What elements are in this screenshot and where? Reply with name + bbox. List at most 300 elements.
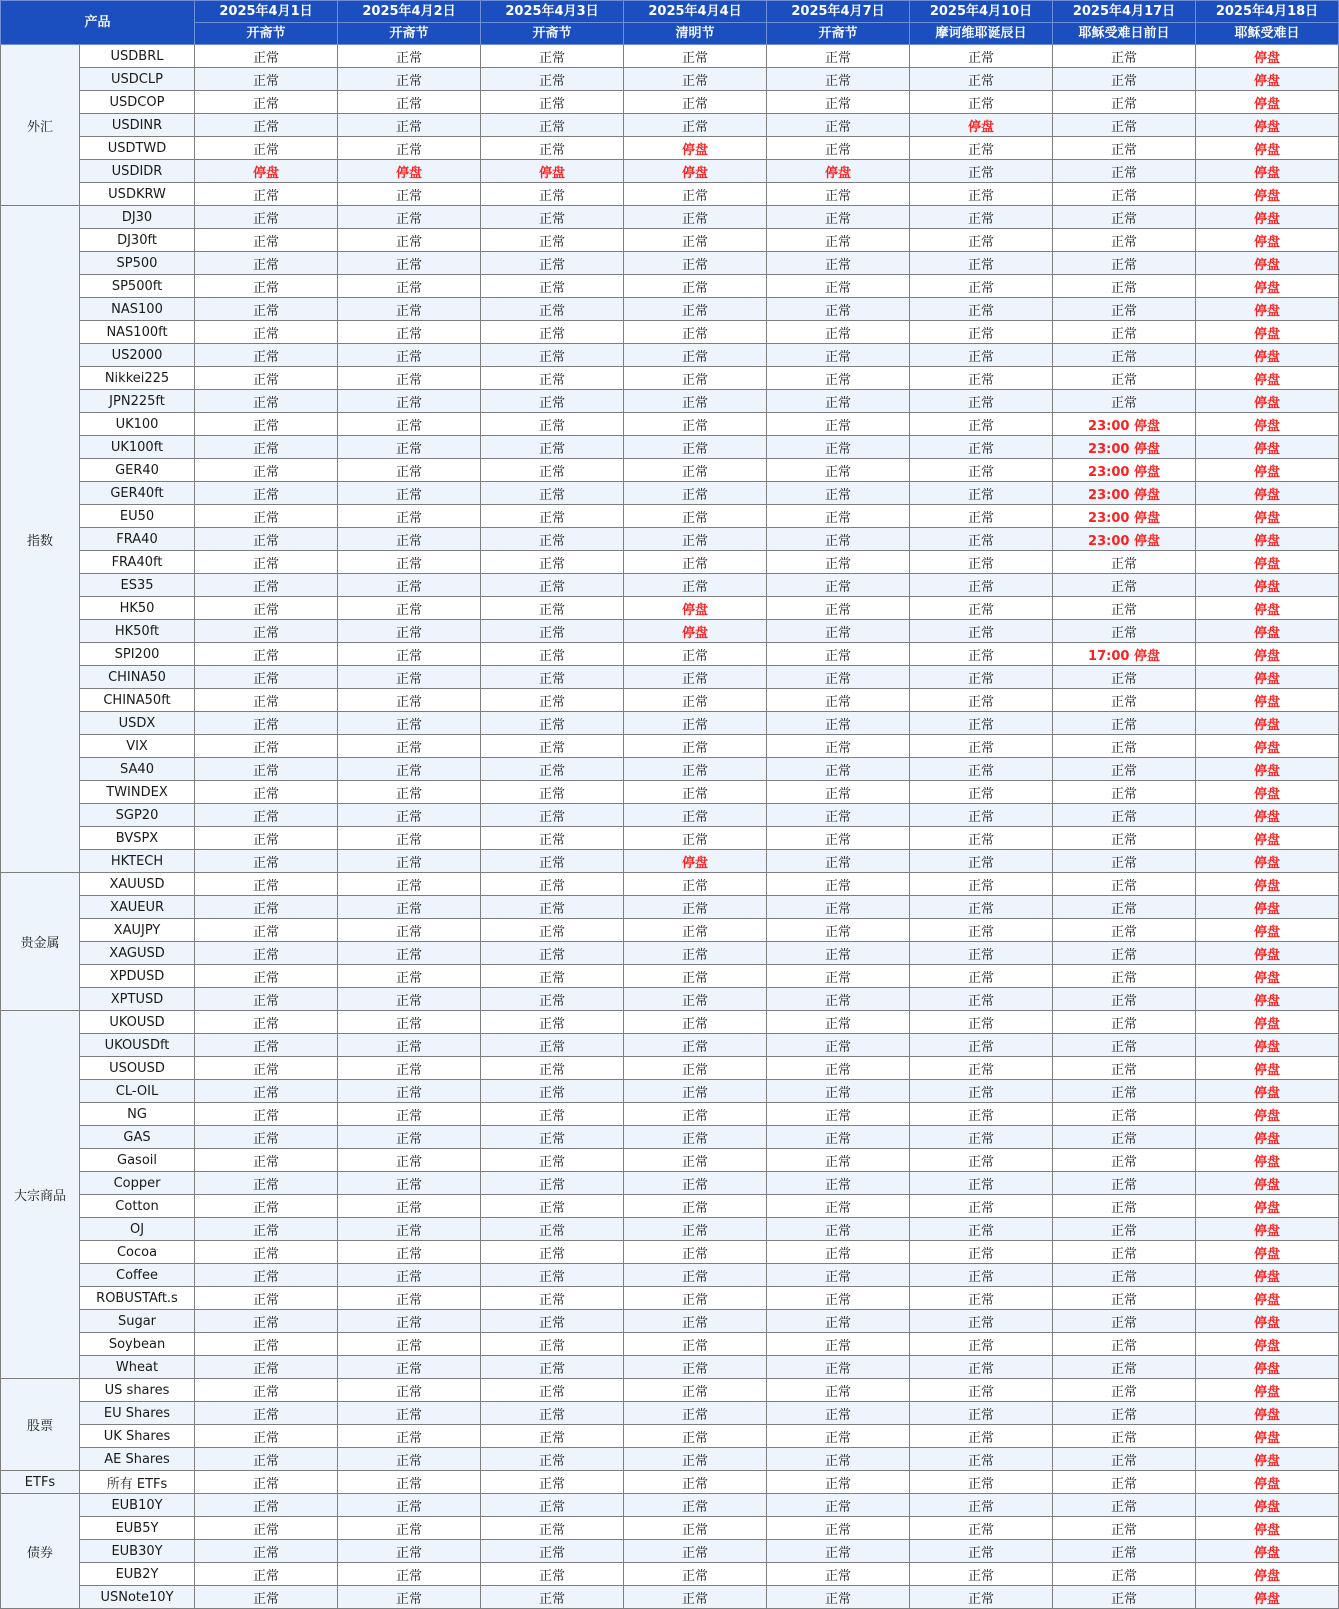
product-cell: XPTUSD bbox=[80, 988, 195, 1011]
status-cell: 正常 bbox=[338, 1356, 481, 1379]
status-cell: 正常 bbox=[481, 1080, 624, 1103]
status-cell: 正常 bbox=[624, 482, 767, 505]
product-cell: BVSPX bbox=[80, 827, 195, 850]
status-cell: 停盘 bbox=[1196, 206, 1339, 229]
status-cell: 正常 bbox=[1053, 321, 1196, 344]
status-cell: 正常 bbox=[481, 850, 624, 873]
table-row bbox=[1, 91, 1339, 114]
product-cell: CHINA50 bbox=[80, 666, 195, 689]
product-cell: UKOUSDft bbox=[80, 1034, 195, 1057]
status-cell: 正常 bbox=[1053, 1356, 1196, 1379]
date-header: 2025年4月17日 bbox=[1053, 1, 1196, 23]
status-cell: 正常 bbox=[910, 850, 1053, 873]
product-cell: UK100 bbox=[80, 413, 195, 436]
status-cell: 正常 bbox=[481, 597, 624, 620]
status-cell: 正常 bbox=[910, 229, 1053, 252]
status-cell: 正常 bbox=[624, 344, 767, 367]
status-cell: 正常 bbox=[338, 1241, 481, 1264]
status-cell: 正常 bbox=[767, 1080, 910, 1103]
product-cell: EUB5Y bbox=[80, 1517, 195, 1540]
status-cell: 正常 bbox=[767, 758, 910, 781]
status-cell: 正常 bbox=[767, 1333, 910, 1356]
status-cell: 正常 bbox=[1053, 712, 1196, 735]
product-cell: NAS100 bbox=[80, 298, 195, 321]
status-cell: 正常 bbox=[195, 666, 338, 689]
table-row bbox=[1, 528, 1339, 551]
status-cell: 正常 bbox=[1053, 1379, 1196, 1402]
status-cell: 正常 bbox=[767, 551, 910, 574]
status-cell: 停盘 bbox=[1196, 735, 1339, 758]
status-cell: 停盘 bbox=[1196, 896, 1339, 919]
status-cell: 正常 bbox=[910, 45, 1053, 68]
status-cell: 正常 bbox=[624, 1103, 767, 1126]
status-cell: 停盘 bbox=[1196, 1172, 1339, 1195]
status-cell: 正常 bbox=[481, 574, 624, 597]
status-cell: 停盘 bbox=[1196, 505, 1339, 528]
status-cell: 正常 bbox=[767, 735, 910, 758]
product-cell: CHINA50ft bbox=[80, 689, 195, 712]
status-cell: 正常 bbox=[195, 1402, 338, 1425]
status-cell: 正常 bbox=[910, 1011, 1053, 1034]
status-cell: 正常 bbox=[1053, 275, 1196, 298]
status-cell: 正常 bbox=[767, 1310, 910, 1333]
status-cell: 正常 bbox=[481, 965, 624, 988]
status-cell: 正常 bbox=[481, 367, 624, 390]
product-cell: OJ bbox=[80, 1218, 195, 1241]
status-cell: 正常 bbox=[481, 896, 624, 919]
date-header: 2025年4月10日 bbox=[910, 1, 1053, 23]
status-cell: 正常 bbox=[195, 459, 338, 482]
status-cell: 正常 bbox=[338, 1425, 481, 1448]
status-cell: 正常 bbox=[338, 574, 481, 597]
status-cell: 正常 bbox=[767, 1034, 910, 1057]
status-cell: 正常 bbox=[338, 1333, 481, 1356]
status-cell: 正常 bbox=[767, 1471, 910, 1494]
status-cell: 17:00 停盘 bbox=[1053, 643, 1196, 666]
status-cell: 正常 bbox=[195, 45, 338, 68]
table-row bbox=[1, 505, 1339, 528]
table-row bbox=[1, 712, 1339, 735]
status-cell: 正常 bbox=[338, 1172, 481, 1195]
status-cell: 正常 bbox=[481, 735, 624, 758]
status-cell: 停盘 bbox=[1196, 804, 1339, 827]
status-cell: 正常 bbox=[624, 528, 767, 551]
status-cell: 正常 bbox=[624, 390, 767, 413]
status-cell: 正常 bbox=[481, 758, 624, 781]
status-cell: 正常 bbox=[481, 1494, 624, 1517]
status-cell: 停盘 bbox=[1196, 436, 1339, 459]
status-cell: 正常 bbox=[910, 1333, 1053, 1356]
status-cell: 正常 bbox=[910, 1402, 1053, 1425]
status-cell: 停盘 bbox=[1196, 965, 1339, 988]
table-row bbox=[1, 919, 1339, 942]
status-cell: 正常 bbox=[338, 459, 481, 482]
status-cell: 正常 bbox=[910, 574, 1053, 597]
product-cell: Soybean bbox=[80, 1333, 195, 1356]
status-cell: 正常 bbox=[195, 1195, 338, 1218]
status-cell: 停盘 bbox=[1196, 988, 1339, 1011]
status-cell: 正常 bbox=[1053, 1448, 1196, 1471]
status-cell: 正常 bbox=[624, 827, 767, 850]
status-cell: 正常 bbox=[767, 666, 910, 689]
status-cell: 正常 bbox=[338, 45, 481, 68]
status-cell: 正常 bbox=[195, 413, 338, 436]
status-cell: 正常 bbox=[1053, 781, 1196, 804]
product-cell: JPN225ft bbox=[80, 390, 195, 413]
status-cell: 正常 bbox=[624, 735, 767, 758]
table-row bbox=[1, 1517, 1339, 1540]
status-cell: 正常 bbox=[910, 965, 1053, 988]
status-cell: 停盘 bbox=[1196, 1195, 1339, 1218]
product-cell: XAGUSD bbox=[80, 942, 195, 965]
status-cell: 停盘 bbox=[1196, 597, 1339, 620]
status-cell: 停盘 bbox=[1196, 1448, 1339, 1471]
status-cell: 正常 bbox=[624, 1540, 767, 1563]
product-cell: ES35 bbox=[80, 574, 195, 597]
status-cell: 正常 bbox=[195, 505, 338, 528]
table-row bbox=[1, 1563, 1339, 1586]
status-cell: 正常 bbox=[624, 988, 767, 1011]
status-cell: 正常 bbox=[338, 1057, 481, 1080]
status-cell: 正常 bbox=[624, 275, 767, 298]
status-cell: 正常 bbox=[338, 643, 481, 666]
status-cell: 正常 bbox=[338, 1402, 481, 1425]
status-cell: 正常 bbox=[767, 597, 910, 620]
status-cell: 正常 bbox=[767, 413, 910, 436]
status-cell: 正常 bbox=[910, 1195, 1053, 1218]
status-cell: 正常 bbox=[624, 1149, 767, 1172]
status-cell: 正常 bbox=[767, 344, 910, 367]
status-cell: 正常 bbox=[1053, 1540, 1196, 1563]
status-cell: 正常 bbox=[910, 413, 1053, 436]
status-cell: 停盘 bbox=[1196, 1310, 1339, 1333]
header-holiday-row bbox=[1, 23, 1339, 45]
table-row bbox=[1, 1103, 1339, 1126]
status-cell: 正常 bbox=[1053, 1471, 1196, 1494]
status-cell: 正常 bbox=[624, 91, 767, 114]
status-cell: 停盘 bbox=[1196, 1126, 1339, 1149]
status-cell: 正常 bbox=[195, 896, 338, 919]
status-cell: 正常 bbox=[1053, 68, 1196, 91]
date-header: 2025年4月3日 bbox=[481, 1, 624, 23]
status-cell: 正常 bbox=[910, 1517, 1053, 1540]
table-row bbox=[1, 988, 1339, 1011]
product-cell: EUB10Y bbox=[80, 1494, 195, 1517]
status-cell: 停盘 bbox=[624, 160, 767, 183]
status-cell: 停盘 bbox=[1196, 574, 1339, 597]
table-row bbox=[1, 137, 1339, 160]
table-row bbox=[1, 1540, 1339, 1563]
status-cell: 正常 bbox=[624, 896, 767, 919]
status-cell: 正常 bbox=[338, 1264, 481, 1287]
status-cell: 正常 bbox=[910, 183, 1053, 206]
status-cell: 正常 bbox=[624, 781, 767, 804]
status-cell: 正常 bbox=[195, 1034, 338, 1057]
status-cell: 停盘 bbox=[1196, 712, 1339, 735]
status-cell: 正常 bbox=[338, 735, 481, 758]
table-row bbox=[1, 551, 1339, 574]
table-row bbox=[1, 206, 1339, 229]
status-cell: 正常 bbox=[338, 712, 481, 735]
status-cell: 正常 bbox=[338, 275, 481, 298]
status-cell: 正常 bbox=[910, 1287, 1053, 1310]
status-cell: 正常 bbox=[338, 321, 481, 344]
status-cell: 正常 bbox=[481, 68, 624, 91]
status-cell: 正常 bbox=[481, 482, 624, 505]
status-cell: 正常 bbox=[767, 804, 910, 827]
status-cell: 正常 bbox=[1053, 1241, 1196, 1264]
status-cell: 正常 bbox=[1053, 597, 1196, 620]
status-cell: 正常 bbox=[767, 1057, 910, 1080]
status-cell: 停盘 bbox=[1196, 689, 1339, 712]
product-cell: FRA40ft bbox=[80, 551, 195, 574]
product-cell: US shares bbox=[80, 1379, 195, 1402]
status-cell: 正常 bbox=[624, 666, 767, 689]
status-cell: 正常 bbox=[910, 942, 1053, 965]
status-cell: 正常 bbox=[624, 436, 767, 459]
status-cell: 正常 bbox=[195, 873, 338, 896]
status-cell: 正常 bbox=[910, 1149, 1053, 1172]
status-cell: 正常 bbox=[910, 1057, 1053, 1080]
category-cell: 指数 bbox=[1, 206, 80, 873]
table-header bbox=[1, 1, 1339, 45]
status-cell: 正常 bbox=[195, 1333, 338, 1356]
status-cell: 正常 bbox=[338, 1310, 481, 1333]
table-row bbox=[1, 1172, 1339, 1195]
status-cell: 正常 bbox=[624, 1563, 767, 1586]
status-cell: 正常 bbox=[767, 574, 910, 597]
category-cell: ETFs bbox=[1, 1471, 80, 1494]
status-cell: 正常 bbox=[195, 68, 338, 91]
status-cell: 正常 bbox=[195, 551, 338, 574]
status-cell: 正常 bbox=[195, 827, 338, 850]
status-cell: 正常 bbox=[195, 91, 338, 114]
status-cell: 正常 bbox=[767, 1379, 910, 1402]
status-cell: 停盘 bbox=[624, 620, 767, 643]
status-cell: 正常 bbox=[195, 1126, 338, 1149]
status-cell: 停盘 bbox=[1196, 1471, 1339, 1494]
status-cell: 正常 bbox=[481, 1287, 624, 1310]
status-cell: 正常 bbox=[767, 850, 910, 873]
status-cell: 正常 bbox=[481, 505, 624, 528]
status-cell: 正常 bbox=[195, 988, 338, 1011]
status-cell: 正常 bbox=[624, 229, 767, 252]
status-cell: 正常 bbox=[1053, 1149, 1196, 1172]
status-cell: 停盘 bbox=[1196, 1034, 1339, 1057]
table-row bbox=[1, 413, 1339, 436]
status-cell: 正常 bbox=[624, 321, 767, 344]
status-cell: 正常 bbox=[910, 298, 1053, 321]
status-cell: 正常 bbox=[1053, 827, 1196, 850]
status-cell: 正常 bbox=[1053, 1586, 1196, 1609]
status-cell: 正常 bbox=[624, 1494, 767, 1517]
status-cell: 正常 bbox=[338, 390, 481, 413]
status-cell: 停盘 bbox=[767, 160, 910, 183]
status-cell: 正常 bbox=[1053, 390, 1196, 413]
status-cell: 正常 bbox=[767, 1195, 910, 1218]
status-cell: 正常 bbox=[1053, 91, 1196, 114]
status-cell: 正常 bbox=[195, 1494, 338, 1517]
status-cell: 正常 bbox=[195, 1471, 338, 1494]
status-cell: 正常 bbox=[481, 1149, 624, 1172]
status-cell: 正常 bbox=[481, 1264, 624, 1287]
status-cell: 停盘 bbox=[1196, 942, 1339, 965]
table-row bbox=[1, 459, 1339, 482]
status-cell: 正常 bbox=[624, 643, 767, 666]
status-cell: 正常 bbox=[1053, 758, 1196, 781]
status-cell: 正常 bbox=[910, 620, 1053, 643]
product-cell: XAUJPY bbox=[80, 919, 195, 942]
status-cell: 正常 bbox=[624, 68, 767, 91]
status-cell: 正常 bbox=[624, 1080, 767, 1103]
product-cell: SP500ft bbox=[80, 275, 195, 298]
status-cell: 正常 bbox=[767, 942, 910, 965]
status-cell: 正常 bbox=[1053, 804, 1196, 827]
table-row bbox=[1, 574, 1339, 597]
status-cell: 停盘 bbox=[1196, 1563, 1339, 1586]
status-cell: 正常 bbox=[910, 1586, 1053, 1609]
status-cell: 停盘 bbox=[1196, 643, 1339, 666]
status-cell: 正常 bbox=[624, 1264, 767, 1287]
status-cell: 23:00 停盘 bbox=[1053, 505, 1196, 528]
table-body bbox=[1, 45, 1339, 1609]
product-cell: Nikkei225 bbox=[80, 367, 195, 390]
status-cell: 正常 bbox=[624, 459, 767, 482]
status-cell: 正常 bbox=[338, 1195, 481, 1218]
status-cell: 正常 bbox=[195, 1517, 338, 1540]
status-cell: 正常 bbox=[338, 229, 481, 252]
status-cell: 正常 bbox=[338, 1494, 481, 1517]
status-cell: 正常 bbox=[195, 735, 338, 758]
product-cell: SA40 bbox=[80, 758, 195, 781]
status-cell: 正常 bbox=[767, 1517, 910, 1540]
status-cell: 停盘 bbox=[1196, 1333, 1339, 1356]
status-cell: 正常 bbox=[195, 597, 338, 620]
status-cell: 正常 bbox=[1053, 620, 1196, 643]
status-cell: 停盘 bbox=[1196, 68, 1339, 91]
status-cell: 正常 bbox=[910, 781, 1053, 804]
status-cell: 正常 bbox=[338, 91, 481, 114]
table-row bbox=[1, 1494, 1339, 1517]
status-cell: 正常 bbox=[338, 758, 481, 781]
status-cell: 正常 bbox=[338, 137, 481, 160]
status-cell: 正常 bbox=[767, 1264, 910, 1287]
table-row bbox=[1, 1218, 1339, 1241]
status-cell: 停盘 bbox=[1196, 1264, 1339, 1287]
status-cell: 正常 bbox=[338, 1471, 481, 1494]
status-cell: 正常 bbox=[767, 459, 910, 482]
status-cell: 正常 bbox=[624, 45, 767, 68]
product-cell: VIX bbox=[80, 735, 195, 758]
status-cell: 正常 bbox=[767, 275, 910, 298]
status-cell: 正常 bbox=[338, 1379, 481, 1402]
status-cell: 正常 bbox=[767, 643, 910, 666]
status-cell: 正常 bbox=[338, 781, 481, 804]
table-row bbox=[1, 689, 1339, 712]
table-row bbox=[1, 298, 1339, 321]
status-cell: 正常 bbox=[1053, 160, 1196, 183]
status-cell: 正常 bbox=[910, 689, 1053, 712]
table-row bbox=[1, 1241, 1339, 1264]
status-cell: 正常 bbox=[195, 643, 338, 666]
status-cell: 正常 bbox=[624, 1011, 767, 1034]
status-cell: 正常 bbox=[195, 390, 338, 413]
table-row bbox=[1, 1126, 1339, 1149]
product-cell: NG bbox=[80, 1103, 195, 1126]
status-cell: 正常 bbox=[767, 988, 910, 1011]
status-cell: 停盘 bbox=[1196, 666, 1339, 689]
status-cell: 正常 bbox=[481, 252, 624, 275]
status-cell: 正常 bbox=[624, 1287, 767, 1310]
product-cell: HK50ft bbox=[80, 620, 195, 643]
status-cell: 正常 bbox=[767, 1103, 910, 1126]
status-cell: 正常 bbox=[1053, 574, 1196, 597]
status-cell: 正常 bbox=[767, 1425, 910, 1448]
status-cell: 正常 bbox=[338, 1103, 481, 1126]
status-cell: 正常 bbox=[481, 919, 624, 942]
status-cell: 正常 bbox=[1053, 965, 1196, 988]
status-cell: 正常 bbox=[481, 298, 624, 321]
status-cell: 正常 bbox=[910, 367, 1053, 390]
status-cell: 停盘 bbox=[1196, 1057, 1339, 1080]
status-cell: 正常 bbox=[338, 436, 481, 459]
table-row bbox=[1, 45, 1339, 68]
status-cell: 正常 bbox=[481, 1310, 624, 1333]
status-cell: 正常 bbox=[338, 367, 481, 390]
status-cell: 停盘 bbox=[1196, 551, 1339, 574]
status-cell: 正常 bbox=[624, 942, 767, 965]
status-cell: 正常 bbox=[624, 1172, 767, 1195]
status-cell: 正常 bbox=[338, 827, 481, 850]
category-cell: 外汇 bbox=[1, 45, 80, 206]
status-cell: 正常 bbox=[1053, 850, 1196, 873]
status-cell: 正常 bbox=[481, 988, 624, 1011]
holiday-header: 开斋节 bbox=[195, 23, 338, 45]
status-cell: 正常 bbox=[767, 91, 910, 114]
status-cell: 正常 bbox=[1053, 896, 1196, 919]
status-cell: 正常 bbox=[624, 413, 767, 436]
product-column-header: 产品 bbox=[1, 1, 195, 45]
date-header: 2025年4月1日 bbox=[195, 1, 338, 23]
table-row bbox=[1, 68, 1339, 91]
product-cell: HK50 bbox=[80, 597, 195, 620]
status-cell: 正常 bbox=[767, 505, 910, 528]
status-cell: 正常 bbox=[195, 1540, 338, 1563]
status-cell: 正常 bbox=[338, 1586, 481, 1609]
status-cell: 正常 bbox=[624, 1448, 767, 1471]
status-cell: 正常 bbox=[767, 965, 910, 988]
status-cell: 正常 bbox=[1053, 1057, 1196, 1080]
table-row bbox=[1, 1471, 1339, 1494]
status-cell: 正常 bbox=[767, 1540, 910, 1563]
status-cell: 正常 bbox=[195, 1448, 338, 1471]
status-cell: 正常 bbox=[1053, 735, 1196, 758]
status-cell: 正常 bbox=[338, 804, 481, 827]
table-row bbox=[1, 160, 1339, 183]
status-cell: 正常 bbox=[195, 298, 338, 321]
status-cell: 停盘 bbox=[1196, 252, 1339, 275]
status-cell: 停盘 bbox=[1196, 275, 1339, 298]
status-cell: 正常 bbox=[767, 1149, 910, 1172]
status-cell: 正常 bbox=[338, 620, 481, 643]
status-cell: 正常 bbox=[1053, 367, 1196, 390]
status-cell: 停盘 bbox=[1196, 413, 1339, 436]
status-cell: 正常 bbox=[481, 321, 624, 344]
status-cell: 停盘 bbox=[481, 160, 624, 183]
status-cell: 正常 bbox=[624, 183, 767, 206]
status-cell: 正常 bbox=[1053, 1218, 1196, 1241]
status-cell: 停盘 bbox=[1196, 1356, 1339, 1379]
